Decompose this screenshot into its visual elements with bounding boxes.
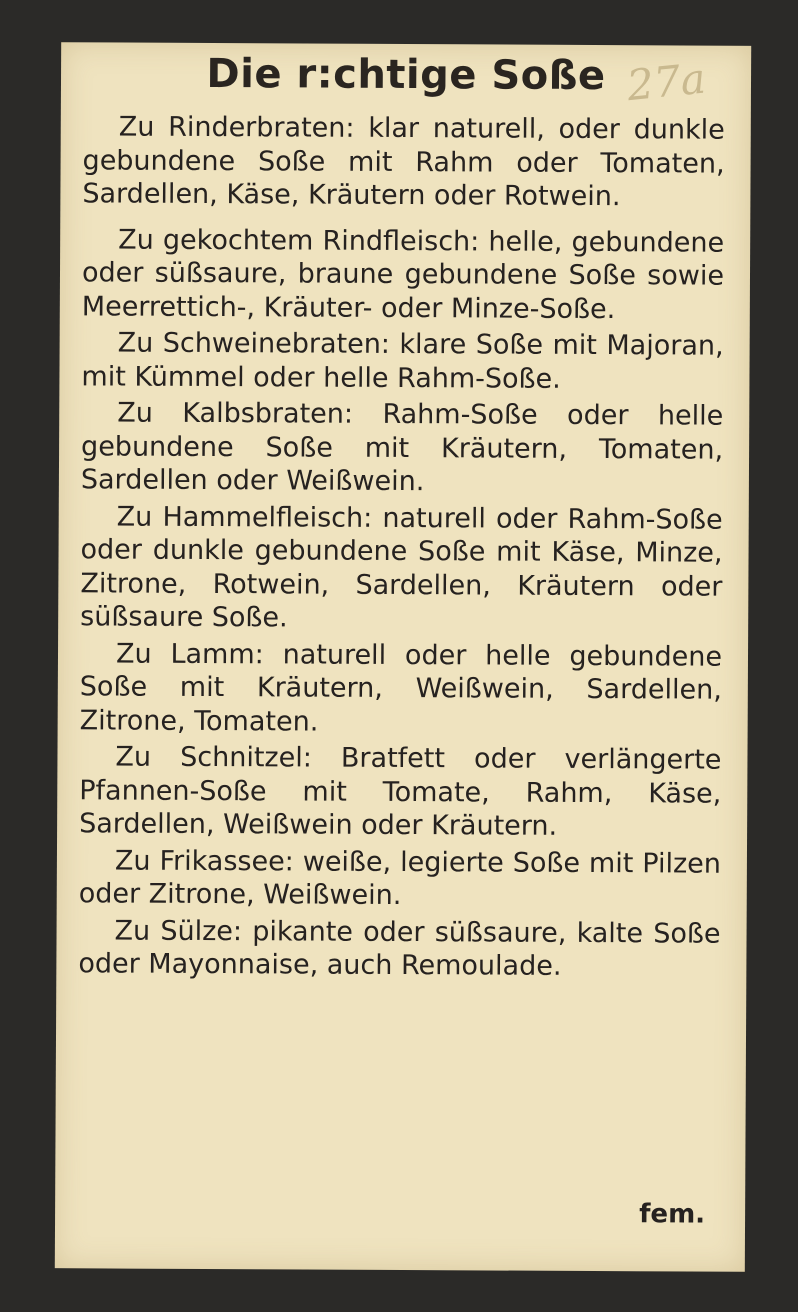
paragraph-lamm: Zu Lamm: naturell oder helle gebundene Soße mit Kräutern, Weißwein, Sardellen, Zitrone, Tomaten. [79,637,723,738]
article-title: Die r:chtige Soße [206,50,606,100]
paragraph-frikassee: Zu Frikassee: weiße, legierte Soße mit Pilzen oder Zitrone, Weißwein. [78,844,722,911]
handwritten-annotation: 27a [624,53,708,111]
author-signature: fem. [639,1199,706,1230]
paragraph-rinderbraten: Zu Rinderbraten: klar naturell, oder dunkle gebundene Soße mit Rahm oder Tomaten, Sardellen, Käse, Kräutern oder Rotwein. [82,111,725,213]
article-body [78,110,725,987]
paragraph-kalbsbraten: Zu Kalbsbraten: Rahm-Soße oder helle gebundene Soße mit Kräutern, Tomaten, Sardellen oder Weißwein. [80,397,724,498]
paragraph-hammelfleisch: Zu Hammelfleisch: naturell oder Rahm-Soße oder dunkle gebundene Soße mit Käse, Minze, Zitrone, Rotwein, Sardellen, Kräutern oder süßsaure Soße. [80,500,723,634]
paragraph-schnitzel: Zu Schnitzel: Bratfett oder verlängerte Pfannen-Soße mit Tomate, Rahm, Käse, Sardellen, Weißwein oder Kräutern. [79,741,722,842]
newspaper-clipping [55,42,751,1272]
paragraph-rindfleisch: Zu gekochtem Rindfleisch: helle, gebundene oder süßsaure, braune gebundene Soße sowie Meerrettich-, Kräuter- oder Minze-Soße. [81,224,725,325]
paragraph-suelze: Zu Sülze: pikante oder süßsaure, kalte Soße oder Mayonnaise, auch Remoulade. [78,914,721,982]
paragraph-schweinebraten: Zu Schweinebraten: klare Soße mit Majoran, mit Kümmel oder helle Rahm-Soße. [81,327,724,395]
